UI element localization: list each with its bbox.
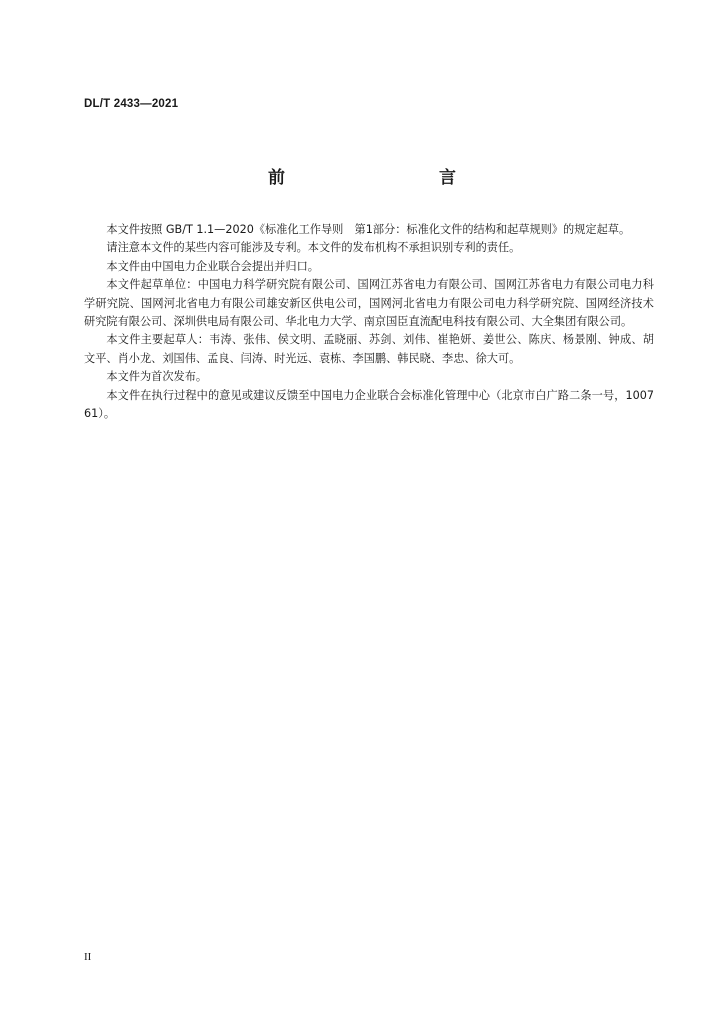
paragraph-feedback: 本文件在执行过程中的意见或建议反馈至中国电力企业联合会标准化管理中心（北京市白广路二条一号，100761）。 [84, 388, 654, 421]
paragraph-drafters: 本文件主要起草人：韦涛、张伟、侯文明、孟晓丽、苏剑、刘伟、崔艳妍、姜世公、陈庆、杨景刚、钟成、胡文平、肖小龙、刘国伟、孟良、闫涛、时光远、袁栋、李国鹏、韩民晓、李忠、徐大可。 [84, 333, 654, 365]
page-title: 前 言 [268, 168, 496, 188]
document-code: DL/T 2433—2021 [84, 98, 179, 110]
page-number: II [84, 951, 92, 963]
paragraph-first-release: 本文件为首次发布。 [106, 370, 208, 384]
paragraph-drafting-units: 本文件起草单位：中国电力科学研究院有限公司、国网江苏省电力有限公司、国网江苏省电力有限公司电力科学研究院、国网河北省电力有限公司雄安新区供电公司，国网河北省电力有限公司电力科学研究院、国网经济技术研究院有限公司、深圳供电局有限公司、华北电力大学、南京国臣直流配电科技有限公司、大全集团有限公司。 [84, 278, 654, 329]
paragraph-patent-notice: 请注意本文件的某些内容可能涉及专利。本文件的发布机构不承担识别专利的责任。 [106, 241, 521, 255]
foreword-body [84, 221, 654, 423]
paragraph-drafting-rules: 本文件按照 GB/T 1.1—2020《标准化工作导则 第1部分：标准化文件的结构和起草规则》的规定起草。 [106, 223, 631, 236]
paragraph-proposer: 本文件由中国电力企业联合会提出并归口。 [106, 259, 319, 273]
